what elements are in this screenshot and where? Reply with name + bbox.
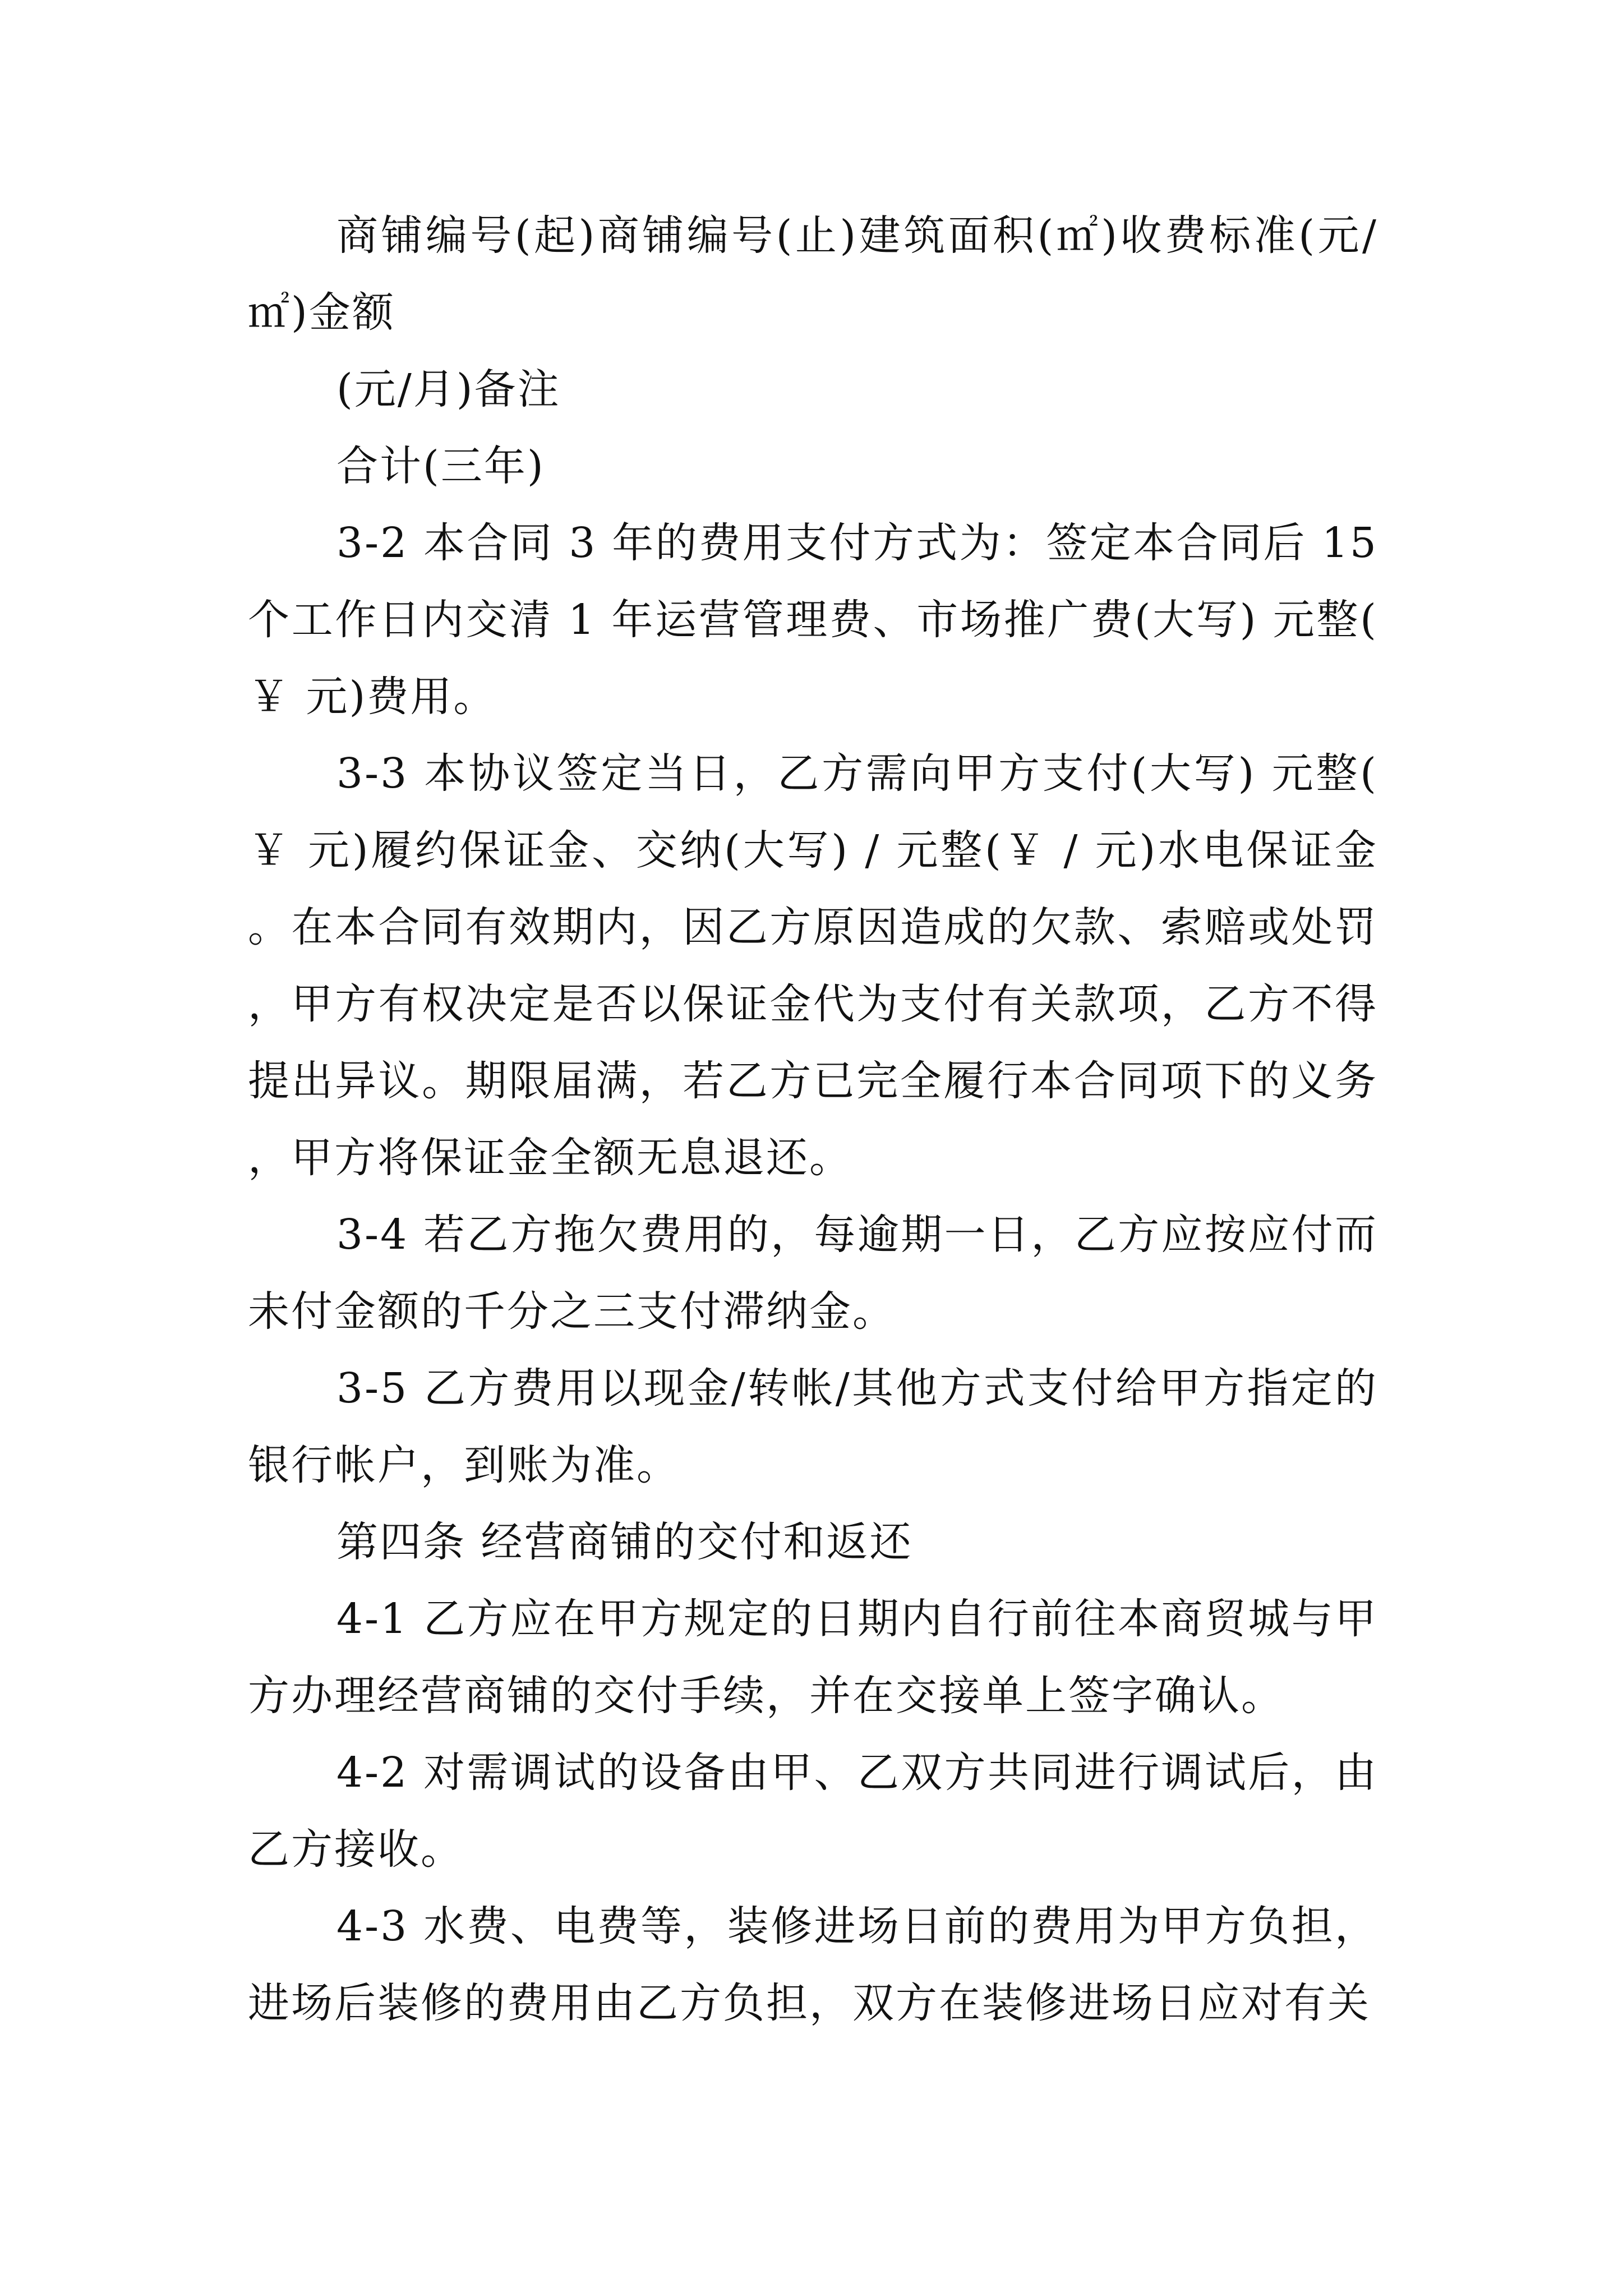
paragraph-3-4: 3-4 若乙方拖欠费用的，每逾期一日，乙方应按应付而未付金额的千分之三支付滞纳金。 xyxy=(248,1211,1378,1336)
paragraph-table-header-cont: (元/月)备注 xyxy=(336,365,561,413)
paragraph-4-1: 4-1 乙方应在甲方规定的日期内自行前往本商贸城与甲方办理经营商铺的交付手续，并在交接单上签字确认。 xyxy=(248,1595,1378,1720)
paragraph-3-3: 3-3 本协议签定当日，乙方需向甲方支付(大写) 元整(￥ 元)履约保证金、交纳(大写) / 元整(￥ / 元)水电保证金。在本合同有效期内，因乙方原因造成的欠款、索赔或处罚，甲方有权决定是否以保证金代为支付有关款项，乙方不得提出异议。期限届满，若乙方已完全履行本合同项下的义务，甲方将保证金全额无息退还。 xyxy=(248,749,1378,1182)
paragraph-total: 合计(三年) xyxy=(336,442,545,490)
paragraph-4-2: 4-2 对需调试的设备由甲、乙双方共同进行调试后，由乙方接收。 xyxy=(248,1749,1378,1874)
paragraph-3-5: 3-5 乙方费用以现金/转帐/其他方式支付给甲方指定的银行帐户，到账为准。 xyxy=(248,1364,1378,1489)
paragraph-4-3: 4-3 水费、电费等，装修进场日前的费用为甲方负担，进场后装修的费用由乙方负担，双方在装修进场日应对有关 xyxy=(248,1902,1378,2027)
document-body xyxy=(248,197,1378,2042)
paragraph-table-header: 商铺编号(起)商铺编号(止)建筑面积(㎡)收费标准(元/㎡)金额 xyxy=(248,211,1378,337)
paragraph-3-2: 3-2 本合同 3 年的费用支付方式为：签定本合同后 15 个工作日内交清 1 年运营管理费、市场推广费(大写) 元整(￥ 元)费用。 xyxy=(248,519,1378,721)
section-heading-article-4: 第四条 经营商铺的交付和返还 xyxy=(336,1518,913,1566)
